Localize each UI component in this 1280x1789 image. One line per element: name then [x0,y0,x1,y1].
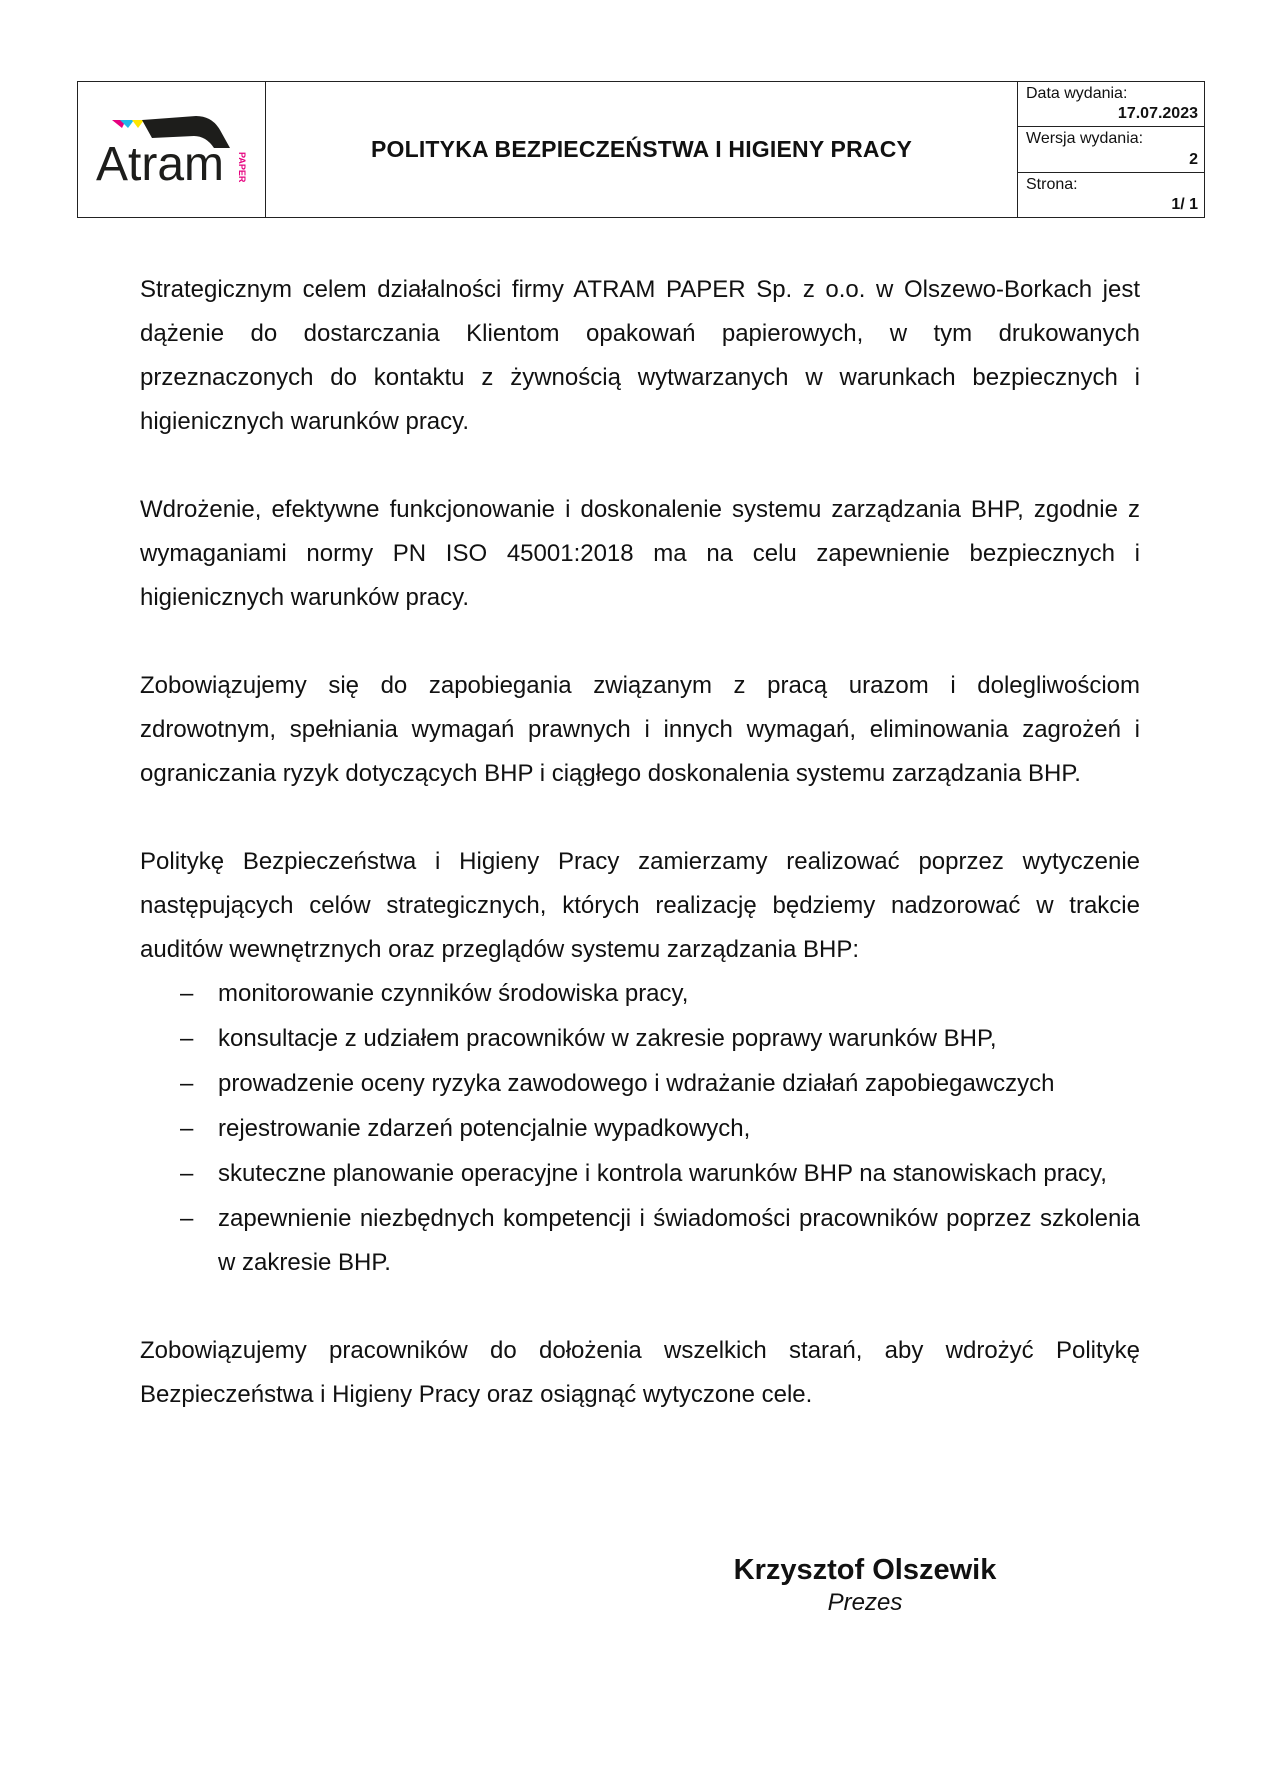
bullet-dash: – [180,1070,194,1097]
paragraph-strategic-goal: Strategicznym celem działalności firmy ATRAM PAPER Sp. z o.o. w Olszewo-Borkach jest dążenie do dostarczania Klientom opakowań papierowych, w tym drukowanych przeznaczonych do kontaktu z żywnością wytwarzanych w warunkach bezpiecznych i higienicznych warunków pracy. [140,276,1140,435]
logo-wordmark: Atram [96,138,225,188]
title-cell [266,82,1018,217]
signatory-name: Krzysztof Olszewik [733,1554,997,1586]
page-row [1018,173,1204,217]
document-header [77,81,1205,218]
page-value: 1/ 1 [1171,195,1198,213]
version-value: 2 [1189,150,1198,168]
signature-block [700,1552,1030,1618]
goals-list [140,972,1140,1285]
bullet-dash: – [180,1115,194,1142]
list-item: – prowadzenie oceny ryzyka zawodowego i wdrażanie działań zapobiegawczych [140,1062,1140,1106]
paragraph-employee-commitment: Zobowiązujemy pracowników do dołożenia wszelkich starań, aby wdrożyć Politykę Bezpieczeństwa i Higieny Pracy oraz osiągnąć wytyczone cele. [140,1337,1140,1408]
list-item: – monitorowanie czynników środowiska pracy, [140,972,1140,1016]
paragraph-strategic-objectives: Politykę Bezpieczeństwa i Higieny Pracy zamierzamy realizować poprzez wytyczenie następujących celów strategicznych, których realizację będziemy nadzorować w trakcie auditów wewnętrznych oraz przeglądów systemu zarządzania BHP: [140,848,1140,963]
logo-cell [78,82,266,217]
version-row [1018,127,1204,172]
list-item: – skuteczne planowanie operacyjne i kontrola warunków BHP na stanowiskach pracy, [140,1152,1140,1196]
list-item: – rejestrowanie zdarzeń potencjalnie wypadkowych, [140,1107,1140,1151]
signatory-role: Prezes [827,1589,903,1616]
policy-body [140,268,1140,1417]
meta-cell [1018,82,1204,217]
issue-date-label: Data wydania: [1026,85,1128,102]
paragraph-commitment: Zobowiązujemy się do zapobiegania związanym z pracą urazom i dolegliwościom zdrowotnym, spełniania wymagań prawnych i innych wymagań, eliminowania zagrożeń i ograniczania ryzyk dotyczących BHP i ciągłego doskonalenia systemu zarządzania BHP. [140,672,1140,787]
atram-paper-logo [96,108,251,188]
document-title: POLITYKA BEZPIECZEŃSTWA I HIGIENY PRACY [370,136,913,162]
page-label: Strona: [1026,175,1078,193]
bullet-dash: – [180,1205,194,1232]
logo-subtext: PAPER [237,152,247,183]
bullet-dash: – [180,1160,194,1187]
bullet-dash: – [180,980,194,1007]
bullet-dash: – [180,1025,194,1052]
paragraph-system-implementation: Wdrożenie, efektywne funkcjonowanie i doskonalenie systemu zarządzania BHP, zgodnie z wymaganiami normy PN ISO 45001:2018 ma na celu zapewnienie bezpiecznych i higienicznych warunków pracy. [140,496,1140,611]
list-item: – zapewnienie niezbędnych kompetencji i świadomości pracowników poprzez szkolenia w zakresie BHP. [140,1197,1140,1285]
issue-date-value: 17.07.2023 [1117,105,1198,123]
issue-date-row [1018,82,1204,127]
version-label: Wersja wydania: [1026,130,1144,148]
list-item: – konsultacje z udziałem pracowników w zakresie poprawy warunków BHP, [140,1017,1140,1061]
